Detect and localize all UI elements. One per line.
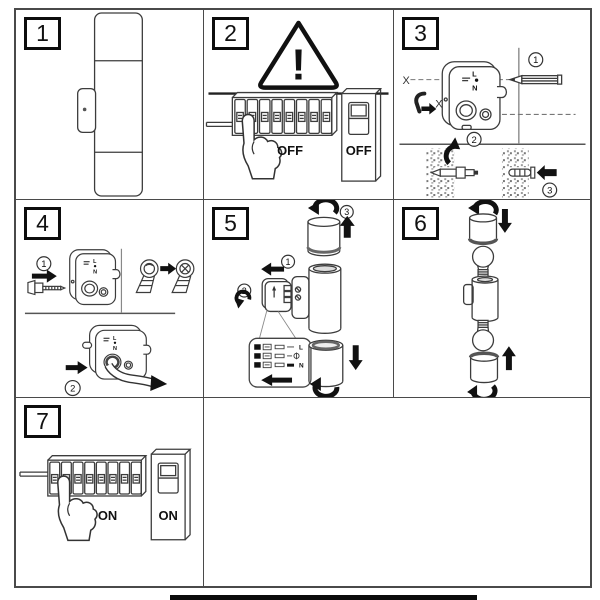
rotate-arrow-top <box>468 201 496 215</box>
wiring-legend-box <box>249 338 311 387</box>
step-1-marker <box>282 255 295 268</box>
bottom-cap <box>471 353 498 382</box>
allen-key-icon <box>416 94 436 115</box>
attach-arrow <box>261 263 284 276</box>
panel-7 <box>16 398 204 586</box>
top-cap <box>470 214 497 243</box>
top-cap <box>308 217 340 255</box>
panel-4-number: 4 <box>24 207 61 240</box>
wall-light-body <box>95 13 143 196</box>
lower-arrow <box>349 345 363 370</box>
x-mark-bottom: X <box>435 98 443 111</box>
panel-3 <box>394 10 590 200</box>
switch-on-label: ON <box>158 507 178 523</box>
svg-text:2: 2 <box>241 285 247 296</box>
switch-off-label: OFF <box>345 143 372 159</box>
mounting-plate-top <box>70 250 120 305</box>
terminal-l-label: L <box>93 259 97 266</box>
rocker-switch <box>342 89 381 182</box>
supply-wire <box>20 472 48 476</box>
pierce-arrow <box>160 263 176 275</box>
svg-text:3: 3 <box>344 207 350 218</box>
breaker-off-label: OFF <box>277 143 303 159</box>
step-2-marker <box>467 132 481 146</box>
panel-7-number: 7 <box>24 405 61 438</box>
step-1-marker <box>37 257 51 271</box>
breaker-on-label: ON <box>97 507 118 523</box>
panel-grid <box>14 8 592 588</box>
grommet-before <box>136 260 158 293</box>
panel-5-number: 5 <box>212 207 249 240</box>
page-cut-bar <box>170 595 477 600</box>
press-down-arrow <box>498 209 512 233</box>
cable-entry-knob <box>497 87 506 98</box>
grommet-after <box>172 260 194 293</box>
terminal-l-label: L <box>472 69 477 79</box>
terminal-n-label: N <box>112 346 117 353</box>
drill-step <box>426 132 481 198</box>
terminal-l-label: L <box>112 335 117 342</box>
pencil-icon <box>510 75 562 84</box>
legend-l-label: L <box>298 344 303 352</box>
side-screw <box>83 342 92 348</box>
panel-2-number: 2 <box>212 17 249 50</box>
cable-arrow <box>150 375 167 391</box>
svg-text:2: 2 <box>471 134 477 146</box>
wall-plug-icon <box>509 167 535 178</box>
light-body <box>472 276 498 321</box>
x-mark-top: X <box>402 75 410 88</box>
svg-text:1: 1 <box>41 259 47 271</box>
screw-icon <box>28 281 65 295</box>
bracket-screw-dot <box>83 108 87 112</box>
panel-6 <box>394 200 590 398</box>
panel-2 <box>204 10 394 200</box>
warning-triangle-icon <box>260 23 336 90</box>
bulb-top <box>473 246 494 276</box>
rotate-arrow-top <box>308 200 337 215</box>
lift-arrow <box>340 216 355 238</box>
push-arrow <box>66 361 88 374</box>
panel-3-number: 3 <box>402 17 439 50</box>
svg-text:1: 1 <box>533 55 539 67</box>
bottom-cap <box>309 340 343 386</box>
step-3-marker <box>543 183 557 197</box>
insert-arrow <box>537 165 557 180</box>
panel-4 <box>16 200 204 398</box>
supply-wire <box>206 122 232 126</box>
panel-6-number: 6 <box>402 207 439 240</box>
rocker-switch <box>151 449 190 540</box>
wall-plug-step <box>502 148 557 198</box>
terminal-n-label: N <box>472 83 478 93</box>
screw-direction-arrow <box>32 270 57 283</box>
legend-n-label: N <box>298 362 304 370</box>
terminal-n-label: N <box>93 269 98 276</box>
panel-1 <box>16 10 204 200</box>
warning-exclamation: ! <box>291 40 306 90</box>
rotate-arrow-bottom <box>467 385 495 397</box>
push-up-arrow <box>502 346 516 370</box>
bulb-bottom <box>473 320 494 350</box>
svg-text:3: 3 <box>547 185 553 197</box>
step-3-marker <box>340 205 353 218</box>
callout-line <box>259 309 267 339</box>
light-body <box>309 264 341 333</box>
panel-1-number: 1 <box>24 17 61 50</box>
step-2-marker <box>65 381 80 396</box>
wall-bracket <box>78 89 96 133</box>
svg-text:1: 1 <box>285 256 291 267</box>
panel-5 <box>204 200 394 398</box>
svg-text:2: 2 <box>70 383 76 395</box>
empty-cell <box>204 398 590 586</box>
step-1-marker <box>529 53 543 67</box>
